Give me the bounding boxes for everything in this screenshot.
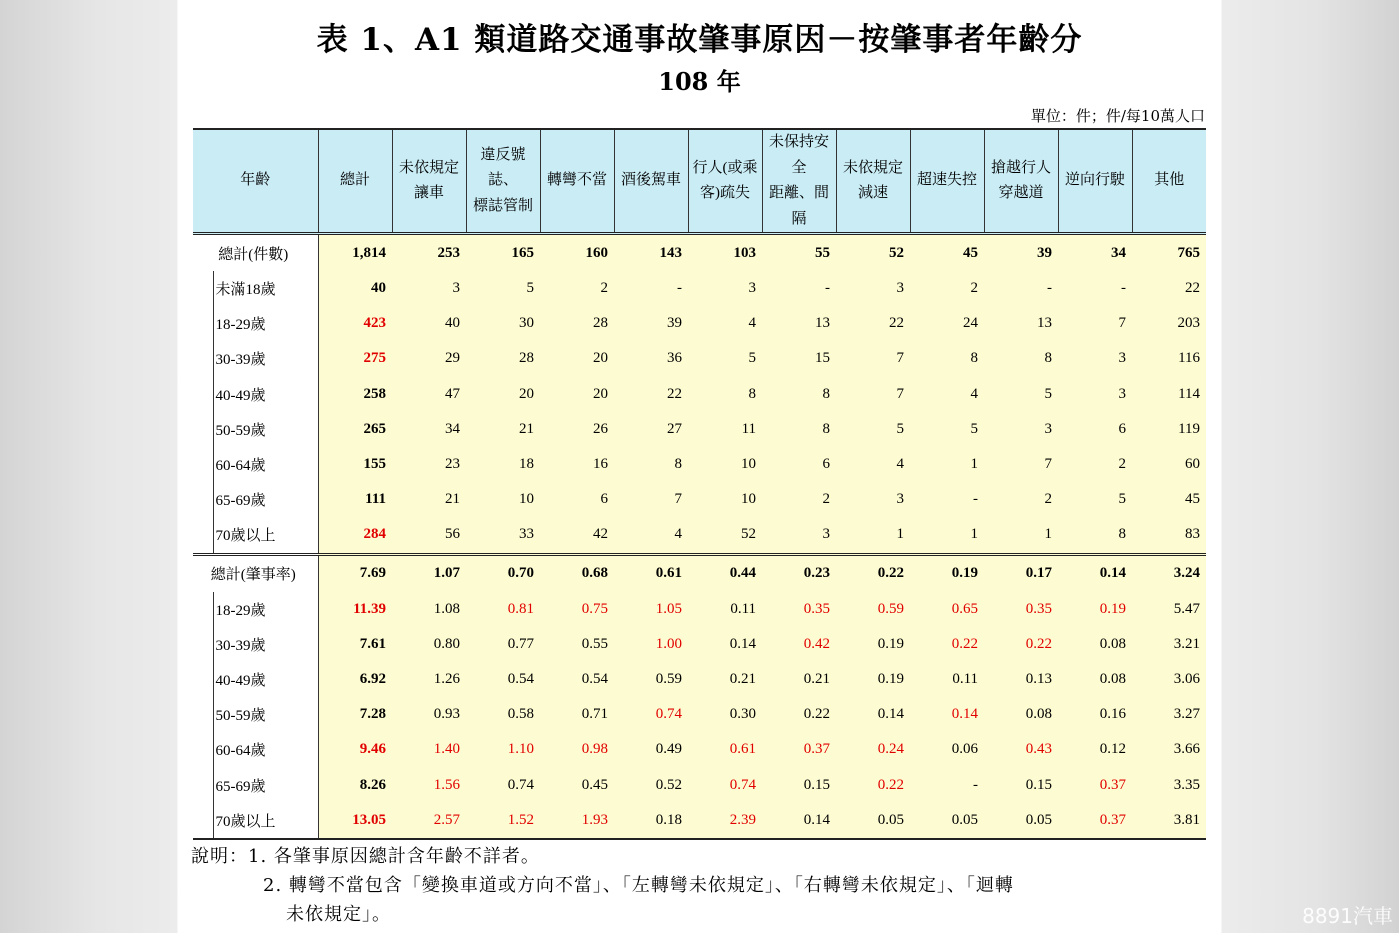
- table-cell: 42: [540, 517, 614, 554]
- table-cell: 0.17: [984, 554, 1058, 592]
- table-cell: 2: [984, 482, 1058, 517]
- table-cell: 1.26: [392, 662, 466, 697]
- table-cell: 10: [688, 447, 762, 482]
- table-cell: 165: [466, 234, 540, 272]
- table-cell: 52: [688, 517, 762, 554]
- row-label: 65-69歲: [213, 482, 318, 517]
- table-cell: 13: [984, 306, 1058, 341]
- table-cell: 0.43: [984, 732, 1058, 767]
- table-cell: 6: [1058, 412, 1132, 447]
- table-cell: 23: [392, 447, 466, 482]
- table-cell: 24: [910, 306, 984, 341]
- indent-spacer: [193, 803, 213, 839]
- table-cell: 1: [910, 517, 984, 554]
- row-label: 18-29歲: [213, 592, 318, 627]
- row-label: 總計(肇事率): [193, 554, 318, 592]
- table-cell: 3.35: [1132, 767, 1206, 802]
- table-cell: 0.14: [910, 697, 984, 732]
- table-cell: 9.46: [318, 732, 392, 767]
- table-cell: 1.93: [540, 803, 614, 839]
- indent-spacer: [193, 306, 213, 341]
- table-cell: 3.66: [1132, 732, 1206, 767]
- table-row: [193, 482, 1206, 517]
- column-header: 違反號誌、 標誌管制: [466, 129, 540, 234]
- table-cell: 0.08: [1058, 627, 1132, 662]
- table-cell: 0.52: [614, 767, 688, 802]
- table-row: [193, 732, 1206, 767]
- table-cell: 0.35: [984, 592, 1058, 627]
- table-cell: 28: [540, 306, 614, 341]
- note-1: 1. 各肇事原因總計含年齡不詳者。: [248, 846, 540, 867]
- indent-spacer: [193, 732, 213, 767]
- table-cell: -: [614, 271, 688, 306]
- row-label: 50-59歲: [213, 697, 318, 732]
- table-cell: 1.10: [466, 732, 540, 767]
- table-cell: 143: [614, 234, 688, 272]
- table-cell: 0.12: [1058, 732, 1132, 767]
- table-cell: 253: [392, 234, 466, 272]
- table-cell: 5: [836, 412, 910, 447]
- table-cell: 6: [540, 482, 614, 517]
- table-cell: 34: [392, 412, 466, 447]
- table-cell: 0.37: [1058, 767, 1132, 802]
- table-cell: 21: [392, 482, 466, 517]
- table-cell: 39: [614, 306, 688, 341]
- table-cell: 40: [318, 271, 392, 306]
- table-subtitle: 108 年: [658, 67, 741, 96]
- table-cell: 30: [466, 306, 540, 341]
- table-cell: 4: [614, 517, 688, 554]
- table-cell: 0.16: [1058, 697, 1132, 732]
- table-cell: 275: [318, 341, 392, 376]
- indent-spacer: [193, 662, 213, 697]
- indent-spacer: [193, 592, 213, 627]
- table-cell: 16: [540, 447, 614, 482]
- table-row: [193, 662, 1206, 697]
- table-cell: 0.35: [762, 592, 836, 627]
- table-row: [193, 517, 1206, 554]
- column-header: 未依規定 減速: [836, 129, 910, 234]
- table-cell: 15: [762, 341, 836, 376]
- table-cell: 7: [836, 377, 910, 412]
- table-cell: 2: [910, 271, 984, 306]
- table-cell: 2: [762, 482, 836, 517]
- table-cell: 0.21: [762, 662, 836, 697]
- table-cell: 3: [762, 517, 836, 554]
- table-cell: 0.61: [614, 554, 688, 592]
- table-cell: 265: [318, 412, 392, 447]
- table-cell: 3: [688, 271, 762, 306]
- table-cell: 8: [762, 377, 836, 412]
- table-cell: 5: [466, 271, 540, 306]
- table-cell: 8: [910, 341, 984, 376]
- table-cell: 0.59: [614, 662, 688, 697]
- table-cell: 33: [466, 517, 540, 554]
- table-cell: -: [910, 767, 984, 802]
- document-page: [178, 0, 1221, 933]
- row-label: 70歲以上: [213, 517, 318, 554]
- table-cell: 0.65: [910, 592, 984, 627]
- table-cell: 1.52: [466, 803, 540, 839]
- table-cell: 0.80: [392, 627, 466, 662]
- row-label: 未滿18歲: [213, 271, 318, 306]
- table-cell: 0.14: [1058, 554, 1132, 592]
- column-header: 行人(或乘 客)疏失: [688, 129, 762, 234]
- table-row: [193, 447, 1206, 482]
- table-cell: 3: [836, 271, 910, 306]
- table-cell: 0.93: [392, 697, 466, 732]
- total-row: [193, 554, 1206, 592]
- table-row: [193, 341, 1206, 376]
- unit-label: 單位：件；件/每10萬人口: [1030, 107, 1205, 125]
- notes-prefix: 說明：: [191, 846, 248, 867]
- header-row: [193, 129, 1206, 234]
- table-cell: 0.14: [836, 697, 910, 732]
- table-cell: 0.06: [910, 732, 984, 767]
- table-cell: 8.26: [318, 767, 392, 802]
- table-cell: 0.49: [614, 732, 688, 767]
- table-cell: 0.14: [762, 803, 836, 839]
- indent-spacer: [193, 482, 213, 517]
- table-cell: 0.14: [688, 627, 762, 662]
- table-cell: 284: [318, 517, 392, 554]
- table-cell: 3.06: [1132, 662, 1206, 697]
- table-row: [193, 697, 1206, 732]
- table-cell: 0.19: [836, 627, 910, 662]
- table-cell: 0.18: [614, 803, 688, 839]
- table-cell: 21: [466, 412, 540, 447]
- table-row: [193, 627, 1206, 662]
- row-label: 18-29歲: [213, 306, 318, 341]
- table-cell: 22: [614, 377, 688, 412]
- table-cell: 3: [836, 482, 910, 517]
- table-cell: 203: [1132, 306, 1206, 341]
- row-label: 50-59歲: [213, 412, 318, 447]
- table-cell: 1.08: [392, 592, 466, 627]
- column-header: 酒後駕車: [614, 129, 688, 234]
- table-cell: 0.98: [540, 732, 614, 767]
- indent-spacer: [193, 271, 213, 306]
- table-row: [193, 412, 1206, 447]
- table-cell: 13.05: [318, 803, 392, 839]
- indent-spacer: [193, 447, 213, 482]
- column-header: 未依規定 讓車: [392, 129, 466, 234]
- table-cell: 20: [466, 377, 540, 412]
- table-cell: 119: [1132, 412, 1206, 447]
- table-cell: 13: [762, 306, 836, 341]
- table-cell: 2.39: [688, 803, 762, 839]
- table-cell: 0.19: [910, 554, 984, 592]
- table-row: [193, 306, 1206, 341]
- table-cell: 1: [836, 517, 910, 554]
- accident-cause-table: [193, 128, 1206, 840]
- row-label: 40-49歲: [213, 662, 318, 697]
- table-cell: 0.11: [688, 592, 762, 627]
- indent-spacer: [193, 517, 213, 554]
- table-cell: 0.74: [688, 767, 762, 802]
- table-cell: 0.42: [762, 627, 836, 662]
- table-cell: -: [910, 482, 984, 517]
- indent-spacer: [193, 627, 213, 662]
- table-cell: 0.59: [836, 592, 910, 627]
- row-label: 30-39歲: [213, 627, 318, 662]
- indent-spacer: [193, 767, 213, 802]
- table-cell: 55: [762, 234, 836, 272]
- table-cell: 0.54: [466, 662, 540, 697]
- table-cell: 8: [984, 341, 1058, 376]
- table-cell: 22: [836, 306, 910, 341]
- table-row: [193, 803, 1206, 839]
- table-cell: 0.44: [688, 554, 762, 592]
- table-cell: 7.61: [318, 627, 392, 662]
- table-cell: 2: [540, 271, 614, 306]
- watermark-logo: 8891汽車: [1302, 904, 1393, 928]
- table-cell: 0.58: [466, 697, 540, 732]
- table-cell: 10: [466, 482, 540, 517]
- row-label: 30-39歲: [213, 341, 318, 376]
- table-cell: 3.21: [1132, 627, 1206, 662]
- table-cell: 56: [392, 517, 466, 554]
- table-cell: 0.75: [540, 592, 614, 627]
- table-row: [193, 767, 1206, 802]
- table-cell: 45: [1132, 482, 1206, 517]
- table-cell: 2.57: [392, 803, 466, 839]
- table-cell: 3: [1058, 377, 1132, 412]
- table-cell: 5: [910, 412, 984, 447]
- table-cell: 155: [318, 447, 392, 482]
- table-cell: 0.23: [762, 554, 836, 592]
- table-cell: 1: [984, 517, 1058, 554]
- table-cell: 8: [688, 377, 762, 412]
- table-cell: 18: [466, 447, 540, 482]
- note-line-3: 未依規定」。: [286, 904, 391, 925]
- table-cell: 34: [1058, 234, 1132, 272]
- table-cell: 0.74: [614, 697, 688, 732]
- table-cell: 5: [688, 341, 762, 376]
- row-label: 60-64歲: [213, 732, 318, 767]
- table-cell: 26: [540, 412, 614, 447]
- table-cell: 20: [540, 341, 614, 376]
- row-label: 40-49歲: [213, 377, 318, 412]
- table-cell: 47: [392, 377, 466, 412]
- notes: [191, 842, 1014, 929]
- header-age: 年齡: [193, 129, 318, 234]
- table-cell: 11: [688, 412, 762, 447]
- table-cell: 0.24: [836, 732, 910, 767]
- table-cell: 0.22: [984, 627, 1058, 662]
- table-cell: 3: [984, 412, 1058, 447]
- table-cell: 5: [1058, 482, 1132, 517]
- table-cell: 423: [318, 306, 392, 341]
- indent-spacer: [193, 341, 213, 376]
- table-cell: 7: [614, 482, 688, 517]
- table-cell: 28: [466, 341, 540, 376]
- table-cell: 22: [1132, 271, 1206, 306]
- column-header: 逆向行駛: [1058, 129, 1132, 234]
- table-cell: 0.55: [540, 627, 614, 662]
- table-cell: 27: [614, 412, 688, 447]
- table-cell: 1.40: [392, 732, 466, 767]
- table-cell: 0.45: [540, 767, 614, 802]
- row-label: 65-69歲: [213, 767, 318, 802]
- indent-spacer: [193, 377, 213, 412]
- table-cell: 0.21: [688, 662, 762, 697]
- table-cell: 60: [1132, 447, 1206, 482]
- table-cell: 3.24: [1132, 554, 1206, 592]
- table-cell: 0.05: [910, 803, 984, 839]
- table-cell: 29: [392, 341, 466, 376]
- table-cell: -: [762, 271, 836, 306]
- table-cell: 0.71: [540, 697, 614, 732]
- table-cell: 0.37: [1058, 803, 1132, 839]
- table-cell: 1,814: [318, 234, 392, 272]
- table-cell: 0.70: [466, 554, 540, 592]
- table-cell: 39: [984, 234, 1058, 272]
- table-row: [193, 592, 1206, 627]
- indent-spacer: [193, 412, 213, 447]
- table-cell: 6.92: [318, 662, 392, 697]
- note-line-1: [191, 842, 1014, 871]
- table-cell: 0.54: [540, 662, 614, 697]
- indent-spacer: [193, 697, 213, 732]
- table-cell: 6: [762, 447, 836, 482]
- table-cell: 0.11: [910, 662, 984, 697]
- table-row: [193, 377, 1206, 412]
- table-cell: 83: [1132, 517, 1206, 554]
- table-cell: 5.47: [1132, 592, 1206, 627]
- table-cell: 103: [688, 234, 762, 272]
- table-cell: 0.19: [1058, 592, 1132, 627]
- table-cell: 0.81: [466, 592, 540, 627]
- row-label: 總計(件數): [193, 234, 318, 272]
- table-cell: 0.22: [910, 627, 984, 662]
- table-cell: 2: [1058, 447, 1132, 482]
- table-cell: 1: [910, 447, 984, 482]
- table-cell: 0.15: [984, 767, 1058, 802]
- table-cell: 7: [1058, 306, 1132, 341]
- table-cell: 0.05: [984, 803, 1058, 839]
- table-cell: 0.30: [688, 697, 762, 732]
- table-cell: 0.19: [836, 662, 910, 697]
- column-header: 其他: [1132, 129, 1206, 234]
- table-cell: 4: [910, 377, 984, 412]
- table-title: 表 1、A1 類道路交通事故肇事原因－按肇事者年齡分: [316, 22, 1083, 58]
- table-cell: 111: [318, 482, 392, 517]
- table-cell: 0.05: [836, 803, 910, 839]
- table-cell: 7: [836, 341, 910, 376]
- table-cell: 4: [836, 447, 910, 482]
- table-cell: 0.22: [836, 767, 910, 802]
- table-cell: 10: [688, 482, 762, 517]
- table-cell: 20: [540, 377, 614, 412]
- table-cell: 3: [392, 271, 466, 306]
- column-header: 未保持安全 距離、間隔: [762, 129, 836, 234]
- table-cell: 0.77: [466, 627, 540, 662]
- table-cell: -: [1058, 271, 1132, 306]
- table-cell: 258: [318, 377, 392, 412]
- row-label: 70歲以上: [213, 803, 318, 839]
- table-cell: 0.15: [762, 767, 836, 802]
- table-cell: 36: [614, 341, 688, 376]
- table-cell: 7.69: [318, 554, 392, 592]
- table-cell: 0.22: [836, 554, 910, 592]
- table-cell: 5: [984, 377, 1058, 412]
- table-cell: 1.56: [392, 767, 466, 802]
- table-cell: 8: [614, 447, 688, 482]
- table-cell: 1.00: [614, 627, 688, 662]
- table-cell: 1.07: [392, 554, 466, 592]
- table-cell: 3: [1058, 341, 1132, 376]
- table-body: [193, 234, 1206, 839]
- table-cell: 7: [984, 447, 1058, 482]
- table-row: [193, 271, 1206, 306]
- table-cell: 160: [540, 234, 614, 272]
- table-cell: 0.08: [1058, 662, 1132, 697]
- table-cell: 0.37: [762, 732, 836, 767]
- table-cell: 0.68: [540, 554, 614, 592]
- column-header: 搶越行人 穿越道: [984, 129, 1058, 234]
- total-row: [193, 234, 1206, 272]
- table-cell: 0.61: [688, 732, 762, 767]
- table-cell: 7.28: [318, 697, 392, 732]
- table-cell: 1.05: [614, 592, 688, 627]
- row-label: 60-64歲: [213, 447, 318, 482]
- table-cell: 114: [1132, 377, 1206, 412]
- table-cell: 0.13: [984, 662, 1058, 697]
- column-header: 總計: [318, 129, 392, 234]
- table-cell: 0.08: [984, 697, 1058, 732]
- table-cell: 3.81: [1132, 803, 1206, 839]
- table-cell: 0.22: [762, 697, 836, 732]
- table-cell: 116: [1132, 341, 1206, 376]
- column-header: 超速失控: [910, 129, 984, 234]
- table-cell: 11.39: [318, 592, 392, 627]
- note-line-2: 2. 轉彎不當包含「變換車道或方向不當」、「左轉彎未依規定」、「右轉彎未依規定」、「迴轉: [263, 875, 1014, 896]
- table-cell: -: [984, 271, 1058, 306]
- table-cell: 4: [688, 306, 762, 341]
- table-cell: 8: [1058, 517, 1132, 554]
- table-cell: 40: [392, 306, 466, 341]
- column-header: 轉彎不當: [540, 129, 614, 234]
- table-cell: 8: [762, 412, 836, 447]
- table-cell: 52: [836, 234, 910, 272]
- table-cell: 3.27: [1132, 697, 1206, 732]
- table-cell: 45: [910, 234, 984, 272]
- table-cell: 765: [1132, 234, 1206, 272]
- table-cell: 0.74: [466, 767, 540, 802]
